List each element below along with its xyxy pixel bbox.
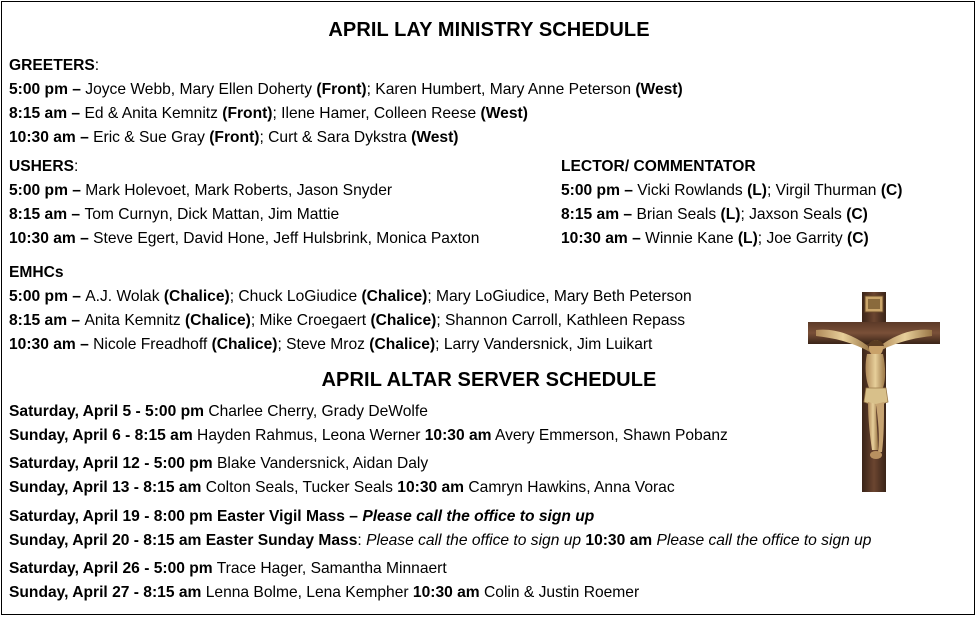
altar-server-title: APRIL ALTAR SERVER SCHEDULE <box>321 369 657 391</box>
altar-row-6: Sunday, April 20 - 8:15 am Easter Sunday Mass: Please call the office to sign up 10:30 am Please call the office to sign up <box>9 532 872 549</box>
lector-row-1: 5:00 pm – Vicki Rowlands (L); Virgil Thurman (C) <box>561 182 903 199</box>
emhcs-row-1: 5:00 pm – A.J. Wolak (Chalice); Chuck LoGiudice (Chalice); Mary LoGiudice, Mary Beth Peterson <box>9 288 692 305</box>
lay-ministry-title: APRIL LAY MINISTRY SCHEDULE <box>328 19 650 41</box>
altar-row-1: Saturday, April 5 - 5:00 pm Charlee Cherry, Grady DeWolfe <box>9 403 428 420</box>
emhcs-heading: EMHCs <box>9 264 64 281</box>
ushers-row-3: 10:30 am – Steve Egert, David Hone, Jeff Hulsbrink, Monica Paxton <box>9 230 480 247</box>
altar-row-7: Saturday, April 26 - 5:00 pm Trace Hager, Samantha Minnaert <box>9 560 447 577</box>
ushers-row-1: 5:00 pm – Mark Holevoet, Mark Roberts, Jason Snyder <box>9 182 393 199</box>
lector-row-2: 8:15 am – Brian Seals (L); Jaxson Seals (C) <box>561 206 868 223</box>
greeters-row-2: 8:15 am – Ed & Anita Kemnitz (Front); Ilene Hamer, Colleen Reese (West) <box>9 105 528 122</box>
altar-row-4: Sunday, April 13 - 8:15 am Colton Seals, Tucker Seals 10:30 am Camryn Hawkins, Anna Vorac <box>9 479 675 496</box>
emhcs-row-3: 10:30 am – Nicole Freadhoff (Chalice); Steve Mroz (Chalice); Larry Vandersnick, Jim Luikart <box>9 336 653 353</box>
ushers-heading: USHERS: <box>9 158 79 175</box>
altar-row-8: Sunday, April 27 - 8:15 am Lenna Bolme, Lena Kempher 10:30 am Colin & Justin Roemer <box>9 584 640 601</box>
greeters-row-3: 10:30 am – Eric & Sue Gray (Front); Curt & Sara Dykstra (West) <box>9 129 459 146</box>
crucifix-image <box>804 290 944 494</box>
altar-row-2: Sunday, April 6 - 8:15 am Hayden Rahmus, Leona Werner 10:30 am Avery Emmerson, Shawn Pobanz <box>9 427 728 444</box>
lector-heading: LECTOR/ COMMENTATOR <box>561 158 756 175</box>
bulletin-schedule <box>1 1 975 615</box>
greeters-row-1: 5:00 pm – Joyce Webb, Mary Ellen Doherty (Front); Karen Humbert, Mary Anne Peterson (West) <box>9 81 683 98</box>
lector-row-3: 10:30 am – Winnie Kane (L); Joe Garrity (C) <box>561 230 869 247</box>
altar-row-3: Saturday, April 12 - 5:00 pm Blake Vandersnick, Aidan Daly <box>9 455 429 472</box>
greeters-heading: GREETERS: <box>9 57 100 74</box>
ushers-row-2: 8:15 am – Tom Curnyn, Dick Mattan, Jim Mattie <box>9 206 340 223</box>
emhcs-row-2: 8:15 am – Anita Kemnitz (Chalice); Mike Croegaert (Chalice); Shannon Carroll, Kathleen Repass <box>9 312 686 329</box>
altar-row-5: Saturday, April 19 - 8:00 pm Easter Vigil Mass – Please call the office to sign up <box>9 508 595 525</box>
